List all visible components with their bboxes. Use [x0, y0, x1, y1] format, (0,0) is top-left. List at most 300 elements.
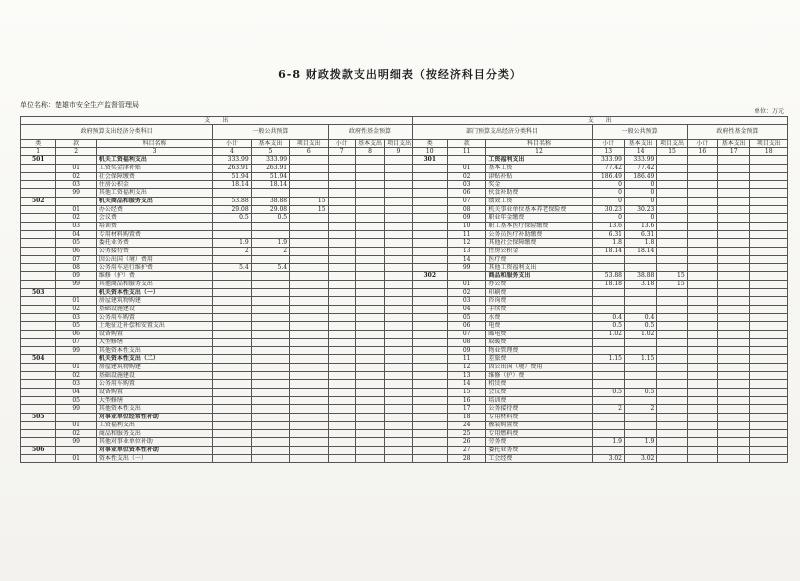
left-cell-gov-fund: [385, 347, 412, 355]
left-cell-proj: [290, 305, 328, 313]
right-cell-proj: [657, 446, 687, 454]
right-cell-proj: [657, 164, 687, 172]
header-subtotal: 小计: [328, 140, 355, 148]
left-cell-name: 资本性支出（一）: [96, 454, 212, 462]
right-cell-gov-fund: [718, 247, 750, 255]
right-cell-gov-fund: [687, 347, 717, 355]
right-cell-basic: 6.31: [624, 230, 656, 238]
left-cell-proj: [290, 421, 328, 429]
right-cell-name: 奖金: [486, 181, 592, 189]
left-cell-gov-fund: [385, 438, 412, 446]
table-row: [21, 280, 788, 288]
table-row: [21, 405, 788, 413]
right-cell-kuan: 06: [447, 189, 485, 197]
left-cell-lei: [21, 396, 56, 404]
table-row: [21, 255, 788, 263]
left-cell-lei: [21, 454, 56, 462]
left-cell-lei: [21, 230, 56, 238]
right-cell-gov-fund: [718, 181, 750, 189]
left-cell-sub: [213, 421, 251, 429]
right-cell-basic: [624, 338, 656, 346]
right-cell-gov-fund: [750, 372, 788, 380]
left-cell-kuan: 07: [56, 338, 96, 346]
right-cell-proj: [657, 289, 687, 297]
left-cell-gov-fund: [355, 255, 384, 263]
right-cell-gov-fund: [687, 355, 717, 363]
right-cell-gov-fund: [718, 405, 750, 413]
left-cell-name: 机关资本性支出（一）: [96, 289, 212, 297]
right-cell-name: 公务员医疗补助缴费: [486, 230, 592, 238]
right-cell-sub: [592, 305, 624, 313]
left-cell-sub: [213, 189, 251, 197]
right-cell-gov-fund: [750, 297, 788, 305]
left-cell-gov-fund: [355, 289, 384, 297]
left-cell-name: 机关资本性支出（二）: [96, 355, 212, 363]
right-cell-proj: [657, 255, 687, 263]
right-cell-kuan: 03: [447, 297, 485, 305]
left-cell-gov-fund: [385, 181, 412, 189]
right-cell-gov-fund: [718, 438, 750, 446]
left-cell-kuan: 01: [56, 164, 96, 172]
right-cell-gov-fund: [718, 454, 750, 462]
right-cell-name: 医疗费: [486, 255, 592, 263]
right-cell-basic: 77.42: [624, 164, 656, 172]
left-cell-sub: [213, 388, 251, 396]
left-cell-gov-fund: [385, 197, 412, 205]
left-cell-basic: [251, 280, 289, 288]
left-cell-basic: 0.5: [251, 214, 289, 222]
header-project: 项目支出: [657, 140, 687, 148]
left-cell-sub: [213, 396, 251, 404]
right-cell-gov-fund: [718, 347, 750, 355]
left-cell-proj: [290, 164, 328, 172]
right-cell-lei: [412, 264, 447, 272]
right-cell-sub: [592, 264, 624, 272]
left-cell-sub: [213, 313, 251, 321]
right-cell-gov-fund: [718, 446, 750, 454]
right-cell-kuan: 03: [447, 181, 485, 189]
header-project: 项目支出: [290, 140, 328, 148]
expense-table: [20, 116, 788, 463]
right-cell-basic: 0.4: [624, 313, 656, 321]
right-cell-kuan: 12: [447, 363, 485, 371]
right-cell-basic: [624, 430, 656, 438]
table-row: [21, 181, 788, 189]
right-cell-gov-fund: [718, 297, 750, 305]
right-cell-gov-fund: [687, 289, 717, 297]
right-cell-basic: [624, 347, 656, 355]
left-cell-name: 大型修缮: [96, 396, 212, 404]
left-cell-basic: [251, 230, 289, 238]
right-cell-basic: [624, 413, 656, 421]
column-number-left: 4: [213, 148, 251, 156]
left-cell-gov-fund: [328, 347, 355, 355]
right-cell-basic: 0: [624, 197, 656, 205]
left-cell-gov-fund: [328, 181, 355, 189]
left-cell-sub: [213, 380, 251, 388]
left-cell-gov-fund: [385, 330, 412, 338]
right-cell-gov-fund: [750, 446, 788, 454]
left-cell-gov-fund: [385, 247, 412, 255]
left-cell-gov-fund: [355, 181, 384, 189]
left-cell-kuan: 99: [56, 347, 96, 355]
right-cell-gov-fund: [718, 172, 750, 180]
left-cell-sub: [213, 405, 251, 413]
left-cell-gov-fund: [385, 372, 412, 380]
right-cell-basic: [624, 446, 656, 454]
left-cell-gov-fund: [355, 264, 384, 272]
right-cell-gov-fund: [687, 181, 717, 189]
right-cell-proj: [657, 239, 687, 247]
left-cell-name: 专用材料购置费: [96, 230, 212, 238]
left-cell-gov-fund: [355, 222, 384, 230]
left-cell-basic: 263.91: [251, 164, 289, 172]
right-cell-gov-fund: [718, 280, 750, 288]
left-cell-proj: [290, 380, 328, 388]
left-cell-basic: [251, 388, 289, 396]
right-cell-sub: 0.4: [592, 313, 624, 321]
right-cell-gov-fund: [718, 338, 750, 346]
left-cell-name: 公务用车购置: [96, 380, 212, 388]
left-cell-sub: [213, 347, 251, 355]
left-cell-gov-fund: [385, 214, 412, 222]
left-cell-gov-fund: [355, 214, 384, 222]
right-cell-proj: [657, 305, 687, 313]
left-cell-gov-fund: [328, 388, 355, 396]
right-cell-gov-fund: [750, 164, 788, 172]
right-cell-lei: [412, 297, 447, 305]
right-cell-proj: [657, 347, 687, 355]
header-basic: 基本支出: [624, 140, 656, 148]
left-cell-proj: [290, 181, 328, 189]
right-cell-gov-fund: [750, 388, 788, 396]
right-cell-gov-fund: [687, 396, 717, 404]
column-number-left: 5: [251, 148, 289, 156]
right-cell-basic: 0: [624, 181, 656, 189]
left-cell-basic: [251, 446, 289, 454]
right-cell-gov-fund: [750, 206, 788, 214]
left-cell-proj: [290, 222, 328, 230]
left-cell-gov-fund: [355, 380, 384, 388]
table-row: [21, 305, 788, 313]
right-cell-proj: [657, 396, 687, 404]
left-cell-proj: [290, 347, 328, 355]
right-cell-name: 取暖费: [486, 338, 592, 346]
left-cell-lei: 503: [21, 289, 56, 297]
left-cell-gov-fund: [328, 363, 355, 371]
right-cell-gov-fund: [750, 172, 788, 180]
left-cell-proj: [290, 272, 328, 280]
left-cell-proj: 15: [290, 197, 328, 205]
right-cell-lei: [412, 454, 447, 462]
right-cell-gov-fund: [718, 206, 750, 214]
right-cell-basic: [624, 297, 656, 305]
right-cell-proj: [657, 156, 687, 164]
table-row: [21, 372, 788, 380]
left-cell-name: 其他对事业单位补助: [96, 438, 212, 446]
left-cell-gov-fund: [328, 380, 355, 388]
right-cell-name: 职业年金缴费: [486, 214, 592, 222]
right-cell-basic: 0.5: [624, 388, 656, 396]
right-cell-lei: [412, 164, 447, 172]
left-cell-gov-fund: [385, 189, 412, 197]
left-cell-proj: [290, 247, 328, 255]
left-cell-sub: 333.99: [213, 156, 251, 164]
header-gov-fund-left: 政府性基金预算: [328, 125, 412, 140]
left-cell-lei: [21, 313, 56, 321]
left-cell-lei: [21, 305, 56, 313]
left-cell-kuan: 05: [56, 322, 96, 330]
right-cell-gov-fund: [750, 355, 788, 363]
right-cell-gov-fund: [687, 297, 717, 305]
left-cell-basic: 2: [251, 247, 289, 255]
right-cell-sub: 0: [592, 181, 624, 189]
right-cell-sub: 18.14: [592, 247, 624, 255]
left-cell-basic: [251, 396, 289, 404]
left-cell-kuan: 05: [56, 239, 96, 247]
left-cell-sub: [213, 430, 251, 438]
right-cell-gov-fund: [687, 214, 717, 222]
right-cell-lei: [412, 347, 447, 355]
left-cell-lei: [21, 380, 56, 388]
left-cell-gov-fund: [385, 313, 412, 321]
left-cell-gov-fund: [355, 189, 384, 197]
left-cell-gov-fund: [355, 230, 384, 238]
right-cell-gov-fund: [718, 272, 750, 280]
left-cell-name: 设备购置: [96, 388, 212, 396]
left-cell-lei: [21, 322, 56, 330]
left-cell-lei: [21, 247, 56, 255]
left-cell-name: 因公出国（境）费用: [96, 255, 212, 263]
left-cell-sub: 18.14: [213, 181, 251, 189]
right-cell-gov-fund: [718, 430, 750, 438]
left-cell-proj: [290, 338, 328, 346]
right-cell-name: 印刷费: [486, 289, 592, 297]
left-cell-proj: 15: [290, 206, 328, 214]
right-cell-gov-fund: [750, 289, 788, 297]
header-subtotal: 小计: [592, 140, 624, 148]
right-cell-gov-fund: [750, 396, 788, 404]
left-cell-lei: 504: [21, 355, 56, 363]
column-number-right: 11: [447, 148, 485, 156]
left-cell-name: 设备购置: [96, 330, 212, 338]
left-cell-sub: [213, 446, 251, 454]
unit-name: 单位名称：楚雄市安全生产监督管理局: [20, 101, 139, 109]
header-lei: 类: [412, 140, 447, 148]
left-cell-lei: [21, 181, 56, 189]
right-cell-lei: [412, 438, 447, 446]
left-cell-kuan: 04: [56, 230, 96, 238]
left-cell-gov-fund: [385, 396, 412, 404]
right-cell-proj: [657, 421, 687, 429]
right-cell-lei: [412, 446, 447, 454]
right-cell-kuan: 99: [447, 264, 485, 272]
page-title: 6-8 财政拨款支出明细表（按经济科目分类）: [278, 68, 522, 81]
left-cell-proj: [290, 430, 328, 438]
left-cell-gov-fund: [328, 446, 355, 454]
right-cell-gov-fund: [687, 438, 717, 446]
left-cell-kuan: 01: [56, 454, 96, 462]
right-cell-gov-fund: [750, 239, 788, 247]
left-cell-basic: [251, 313, 289, 321]
right-cell-basic: 186.49: [624, 172, 656, 180]
left-cell-proj: [290, 255, 328, 263]
left-cell-gov-fund: [355, 372, 384, 380]
left-cell-name: 公务用车运行维护费: [96, 264, 212, 272]
right-cell-lei: [412, 430, 447, 438]
right-cell-lei: [412, 239, 447, 247]
left-cell-proj: [290, 172, 328, 180]
right-cell-kuan: 09: [447, 347, 485, 355]
left-cell-kuan: 03: [56, 380, 96, 388]
left-cell-gov-fund: [385, 363, 412, 371]
left-cell-basic: [251, 372, 289, 380]
left-cell-proj: [290, 289, 328, 297]
right-cell-kuan: 05: [447, 313, 485, 321]
right-cell-kuan: 06: [447, 322, 485, 330]
right-cell-lei: [412, 322, 447, 330]
left-cell-gov-fund: [385, 305, 412, 313]
left-cell-basic: 5.4: [251, 264, 289, 272]
right-cell-gov-fund: [750, 363, 788, 371]
table-row: [21, 197, 788, 205]
table-row: [21, 363, 788, 371]
left-cell-sub: 263.91: [213, 164, 251, 172]
left-cell-gov-fund: [385, 338, 412, 346]
left-cell-basic: 38.88: [251, 197, 289, 205]
left-cell-kuan: [56, 413, 96, 421]
right-cell-basic: 1.15: [624, 355, 656, 363]
table-row: [21, 247, 788, 255]
left-cell-lei: [21, 280, 56, 288]
right-cell-gov-fund: [750, 438, 788, 446]
right-cell-kuan: 07: [447, 197, 485, 205]
right-cell-lei: [412, 405, 447, 413]
left-cell-sub: [213, 222, 251, 230]
left-cell-gov-fund: [328, 156, 355, 164]
left-cell-gov-fund: [355, 297, 384, 305]
left-cell-gov-fund: [355, 172, 384, 180]
left-cell-gov-fund: [355, 454, 384, 462]
right-cell-sub: 0: [592, 214, 624, 222]
right-cell-gov-fund: [750, 330, 788, 338]
left-cell-sub: 5.4: [213, 264, 251, 272]
left-cell-gov-fund: [385, 322, 412, 330]
left-cell-sub: [213, 297, 251, 305]
right-cell-basic: 0: [624, 214, 656, 222]
table-row: [21, 380, 788, 388]
left-cell-proj: [290, 189, 328, 197]
right-cell-sub: 0: [592, 197, 624, 205]
right-cell-proj: [657, 454, 687, 462]
right-cell-gov-fund: [687, 255, 717, 263]
right-cell-sub: 1.15: [592, 355, 624, 363]
left-cell-lei: [21, 421, 56, 429]
right-cell-gov-fund: [750, 305, 788, 313]
right-cell-name: 租赁费: [486, 380, 592, 388]
left-cell-lei: [21, 347, 56, 355]
right-cell-sub: [592, 413, 624, 421]
table-row: [21, 446, 788, 454]
table-row: [21, 264, 788, 272]
right-cell-gov-fund: [687, 413, 717, 421]
currency-unit: 单位：万元: [753, 108, 784, 115]
left-cell-sub: [213, 413, 251, 421]
right-cell-name: 专用燃料费: [486, 430, 592, 438]
left-cell-lei: [21, 388, 56, 396]
right-cell-sub: 3.02: [592, 454, 624, 462]
left-cell-name: 对事业单位经常性补助: [96, 413, 212, 421]
left-cell-gov-fund: [385, 239, 412, 247]
right-cell-name: 绩效工资: [486, 197, 592, 205]
right-cell-proj: [657, 206, 687, 214]
right-cell-basic: 30.23: [624, 206, 656, 214]
right-cell-gov-fund: [718, 305, 750, 313]
left-cell-lei: [21, 430, 56, 438]
left-cell-gov-fund: [385, 405, 412, 413]
left-cell-gov-fund: [328, 330, 355, 338]
column-number-right: 18: [750, 148, 788, 156]
left-cell-basic: [251, 421, 289, 429]
left-cell-lei: [21, 214, 56, 222]
left-cell-lei: [21, 164, 56, 172]
left-cell-gov-fund: [385, 164, 412, 172]
left-cell-gov-fund: [355, 363, 384, 371]
left-cell-kuan: 02: [56, 305, 96, 313]
header-subject: 科目名称: [486, 140, 592, 148]
right-cell-kuan: 11: [447, 355, 485, 363]
left-cell-kuan: 03: [56, 313, 96, 321]
right-cell-kuan: 02: [447, 172, 485, 180]
left-cell-kuan: 03: [56, 222, 96, 230]
right-cell-gov-fund: [750, 247, 788, 255]
header-expense-right: 支 出: [412, 117, 787, 125]
right-cell-gov-fund: [687, 230, 717, 238]
left-cell-kuan: 02: [56, 372, 96, 380]
right-cell-name: 住房公积金: [486, 247, 592, 255]
right-cell-name: 工资福利支出: [486, 156, 592, 164]
right-cell-gov-fund: [750, 222, 788, 230]
column-number-left: 8: [355, 148, 384, 156]
left-cell-basic: [251, 438, 289, 446]
left-cell-gov-fund: [385, 454, 412, 462]
right-cell-basic: [624, 255, 656, 263]
right-cell-lei: [412, 289, 447, 297]
left-cell-name: 大型修缮: [96, 338, 212, 346]
left-cell-gov-fund: [355, 430, 384, 438]
header-row-groups: [21, 125, 788, 140]
left-cell-basic: [251, 222, 289, 230]
right-cell-proj: [657, 247, 687, 255]
left-cell-sub: [213, 289, 251, 297]
right-cell-proj: [657, 264, 687, 272]
right-cell-lei: [412, 396, 447, 404]
left-cell-proj: [290, 355, 328, 363]
right-cell-gov-fund: [687, 264, 717, 272]
left-cell-lei: [21, 372, 56, 380]
right-cell-basic: [624, 264, 656, 272]
right-cell-gov-fund: [750, 313, 788, 321]
right-cell-basic: 0.5: [624, 322, 656, 330]
right-cell-gov-fund: [718, 330, 750, 338]
left-cell-basic: [251, 330, 289, 338]
left-cell-sub: [213, 272, 251, 280]
table-row: [21, 239, 788, 247]
right-cell-basic: 0: [624, 189, 656, 197]
right-cell-gov-fund: [750, 230, 788, 238]
header-basic: 基本支出: [251, 140, 289, 148]
right-cell-name: 物业管理费: [486, 347, 592, 355]
